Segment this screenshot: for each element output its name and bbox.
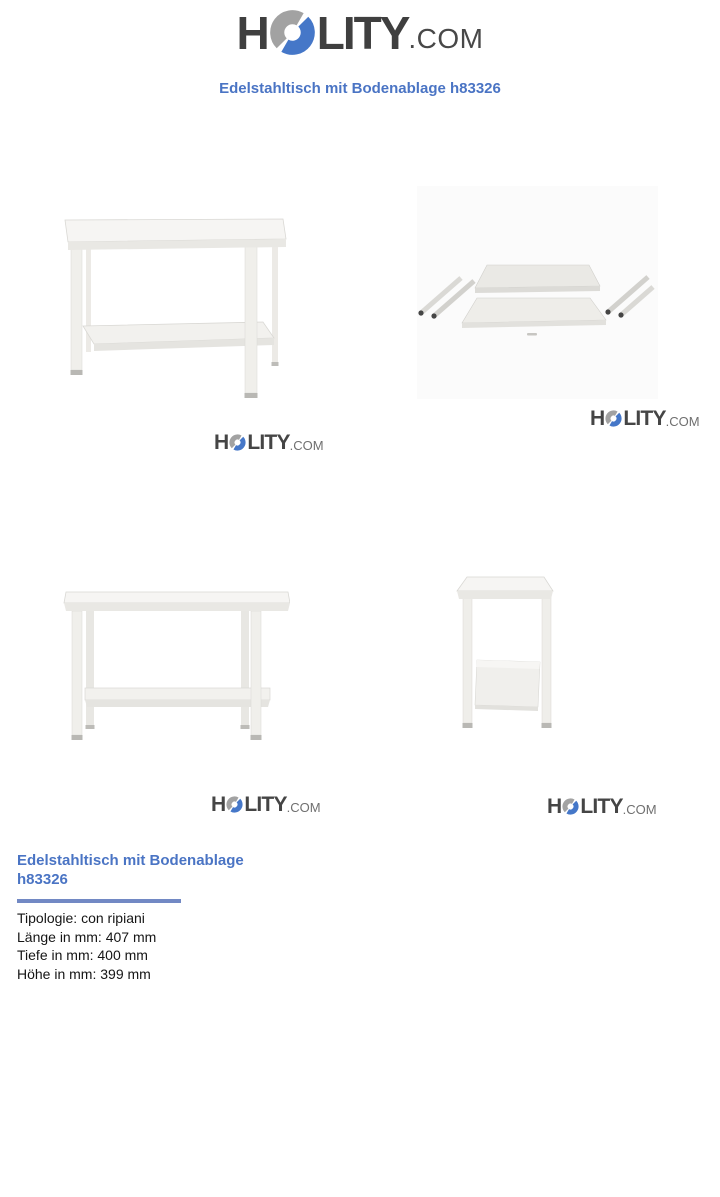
holity-o-icon bbox=[268, 9, 317, 56]
holity-o-icon bbox=[228, 434, 247, 451]
logo-letter-h: H bbox=[214, 431, 229, 454]
holity-watermark-4 bbox=[547, 796, 657, 817]
product-title-line1: Edelstahltisch mit Bodenablage bbox=[17, 852, 244, 869]
logo-tld: .COM bbox=[622, 801, 657, 817]
logo-letters-lity: LITY bbox=[316, 6, 409, 59]
table-side-illustration bbox=[450, 565, 570, 740]
logo-letters-lity: LITY bbox=[247, 431, 290, 454]
holity-o-icon bbox=[225, 796, 244, 813]
table-angle-illustration bbox=[50, 188, 290, 403]
holity-watermark-3 bbox=[211, 794, 321, 815]
details-divider bbox=[17, 899, 181, 903]
product-image-side-view[interactable] bbox=[450, 565, 570, 740]
holity-o-icon bbox=[604, 410, 623, 427]
spec-tiefe: Tiefe in mm: 400 mm bbox=[17, 947, 148, 963]
holity-logo bbox=[0, 6, 720, 59]
logo-letter-h: H bbox=[211, 793, 226, 816]
product-image-parts[interactable] bbox=[417, 186, 658, 399]
product-details bbox=[17, 851, 437, 983]
holity-o-icon bbox=[561, 798, 580, 815]
page-title: Edelstahltisch mit Bodenablage h83326 bbox=[219, 80, 501, 97]
logo-letter-h: H bbox=[236, 6, 268, 59]
holity-watermark-1 bbox=[214, 432, 324, 453]
logo-letters-lity: LITY bbox=[623, 407, 666, 430]
logo-letters-lity: LITY bbox=[244, 793, 287, 816]
table-front-illustration bbox=[55, 565, 290, 741]
spec-tipologie: Tipologie: con ripiani bbox=[17, 910, 145, 926]
logo-tld: .COM bbox=[289, 437, 324, 453]
product-title-line2: h83326 bbox=[17, 871, 68, 888]
spec-hoehe: Höhe in mm: 399 mm bbox=[17, 965, 151, 982]
spec-laenge: Länge in mm: 407 mm bbox=[17, 928, 157, 945]
logo-letters-lity: LITY bbox=[580, 795, 623, 818]
table-parts-illustration bbox=[417, 186, 658, 399]
logo-letter-h: H bbox=[547, 795, 562, 818]
logo-tld: .COM bbox=[408, 23, 484, 54]
logo-tld: .COM bbox=[286, 799, 321, 815]
holity-watermark-2 bbox=[590, 408, 700, 429]
product-image-angle-view[interactable] bbox=[50, 188, 290, 403]
product-image-front-view[interactable] bbox=[55, 565, 290, 741]
logo-letter-h: H bbox=[590, 407, 605, 430]
logo-tld: .COM bbox=[665, 413, 700, 429]
